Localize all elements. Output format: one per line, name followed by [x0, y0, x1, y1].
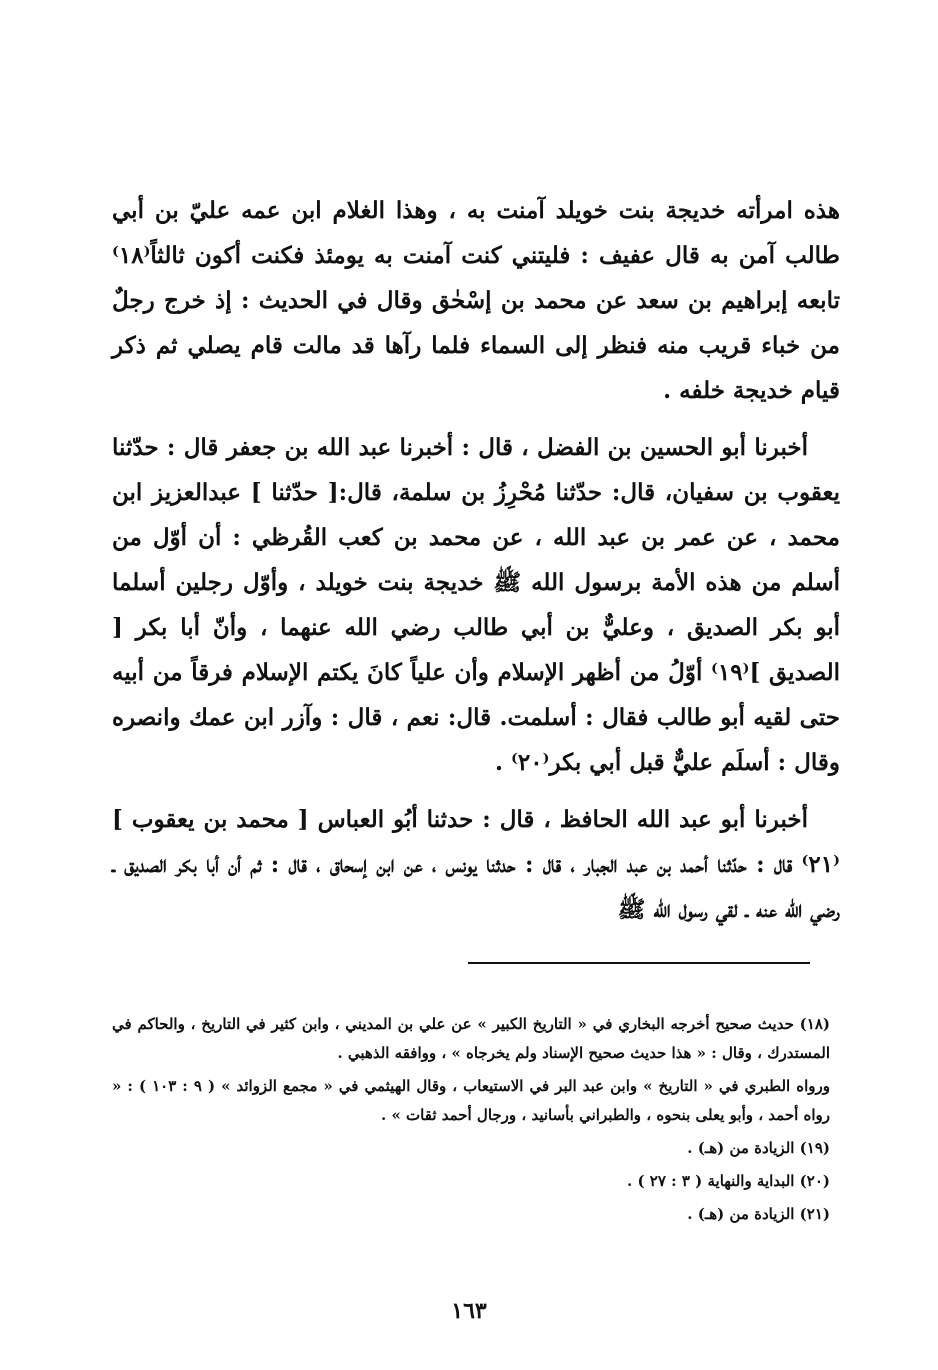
footnotes — [112, 1010, 830, 1233]
paragraph-1: هذه امرأته خديجة بنت خويلد آمنت به ، وهذا الغلام ابن عمه عليّ بن أبي طالب آمن به قال عفيف : فليتني كنت آمنت به يومئذ فكنت أكون ثالثاً⁽١٨⁾ تابعه إبراهيم بن سعد عن محمد بن إسْحٰق وقال في الحديث : إذ خرج رجلٌ من خباء قريب منه فنظر إلى السماء فلما رآها قد مالت قام يصلي ثم ذكر قيام خديجة خلفه . — [112, 197, 840, 404]
footnote-20: (٢٠) البداية والنهاية ( ٣ : ٢٧ ) . — [627, 1172, 830, 1190]
footnote-18: (١٨) حديث صحيح أخرجه البخاري في « التاريخ الكبير » عن علي بن المديني ، وابن كثير في التاريخ ، والحاكم في المستدرك ، وقال : « هذا حديث صحيح الإسناد ولم يخرجاه » ، ووافقه الذهبي . — [112, 1015, 830, 1062]
page-number: ١٦٣ — [451, 1298, 487, 1324]
footnote-21: (٢١) الزيادة من (هـ) . — [687, 1205, 830, 1223]
footnote-18-continued: ورواه الطبري في « التاريخ » وابن عبد البر في الاستيعاب ، وقال الهيثمي في « مجمع الزوائد » ( ٩ : ١٠٣ ) : « رواه أحمد ، وأبو يعلى بنحوه ، والطبراني بأسانيد ، ورجال أحمد ثقات » . — [112, 1077, 830, 1124]
footnote-divider — [468, 962, 810, 964]
footnote-19: (١٩) الزيادة من (هـ) . — [687, 1139, 830, 1157]
paragraph-2: أخبرنا أبو الحسين بن الفضل ، قال : أخبرنا عبد الله بن جعفر قال : حدّثنا يعقوب بن سفيان، قال: حدّثنا مُحْرِزُ بن سلمة، قال:[ حدّثنا ] عبدالعزيز ابن محمد ، عن عمر بن عبد الله ، عن محمد بن كعب القُرظي : أن أوّل من أسلم من هذه الأمة برسول الله ﷺ خديجة بنت خويلد ، وأوّل رجلين أسلما أبو بكر الصديق ، وعليٌّ بن أبي طالب رضي الله عنهما ، وأنّ أبا بكر [ الصديق ]⁽١٩⁾ أوّلُ من أظهر الإسلام وأن علياً كانَ يكتم الإسلام فرقاً من أبيه حتى لقيه أبو طالب فقال : أسلمت. قال: نعم ، قال : وآزر ابن عمك وانصره وقال : أسلَم عليٌّ قبل أبي بكر⁽٢٠⁾ . — [112, 434, 840, 776]
main-text — [112, 188, 840, 944]
paragraph-3: أخبرنا أبو عبد الله الحافظ ، قال : حدثنا أبُو العباس [ محمد بن يعقوب ]⁽٢١⁾ قال : حدّثنا أحمد بن عبد الجبار ، قال : حدثنا يونس ، عن ابن إسحاق ، قال : ثم أن أبا بكر الصديق ـ رضي الله عنه ـ لقي رسول الله ﷺ — [112, 806, 840, 923]
